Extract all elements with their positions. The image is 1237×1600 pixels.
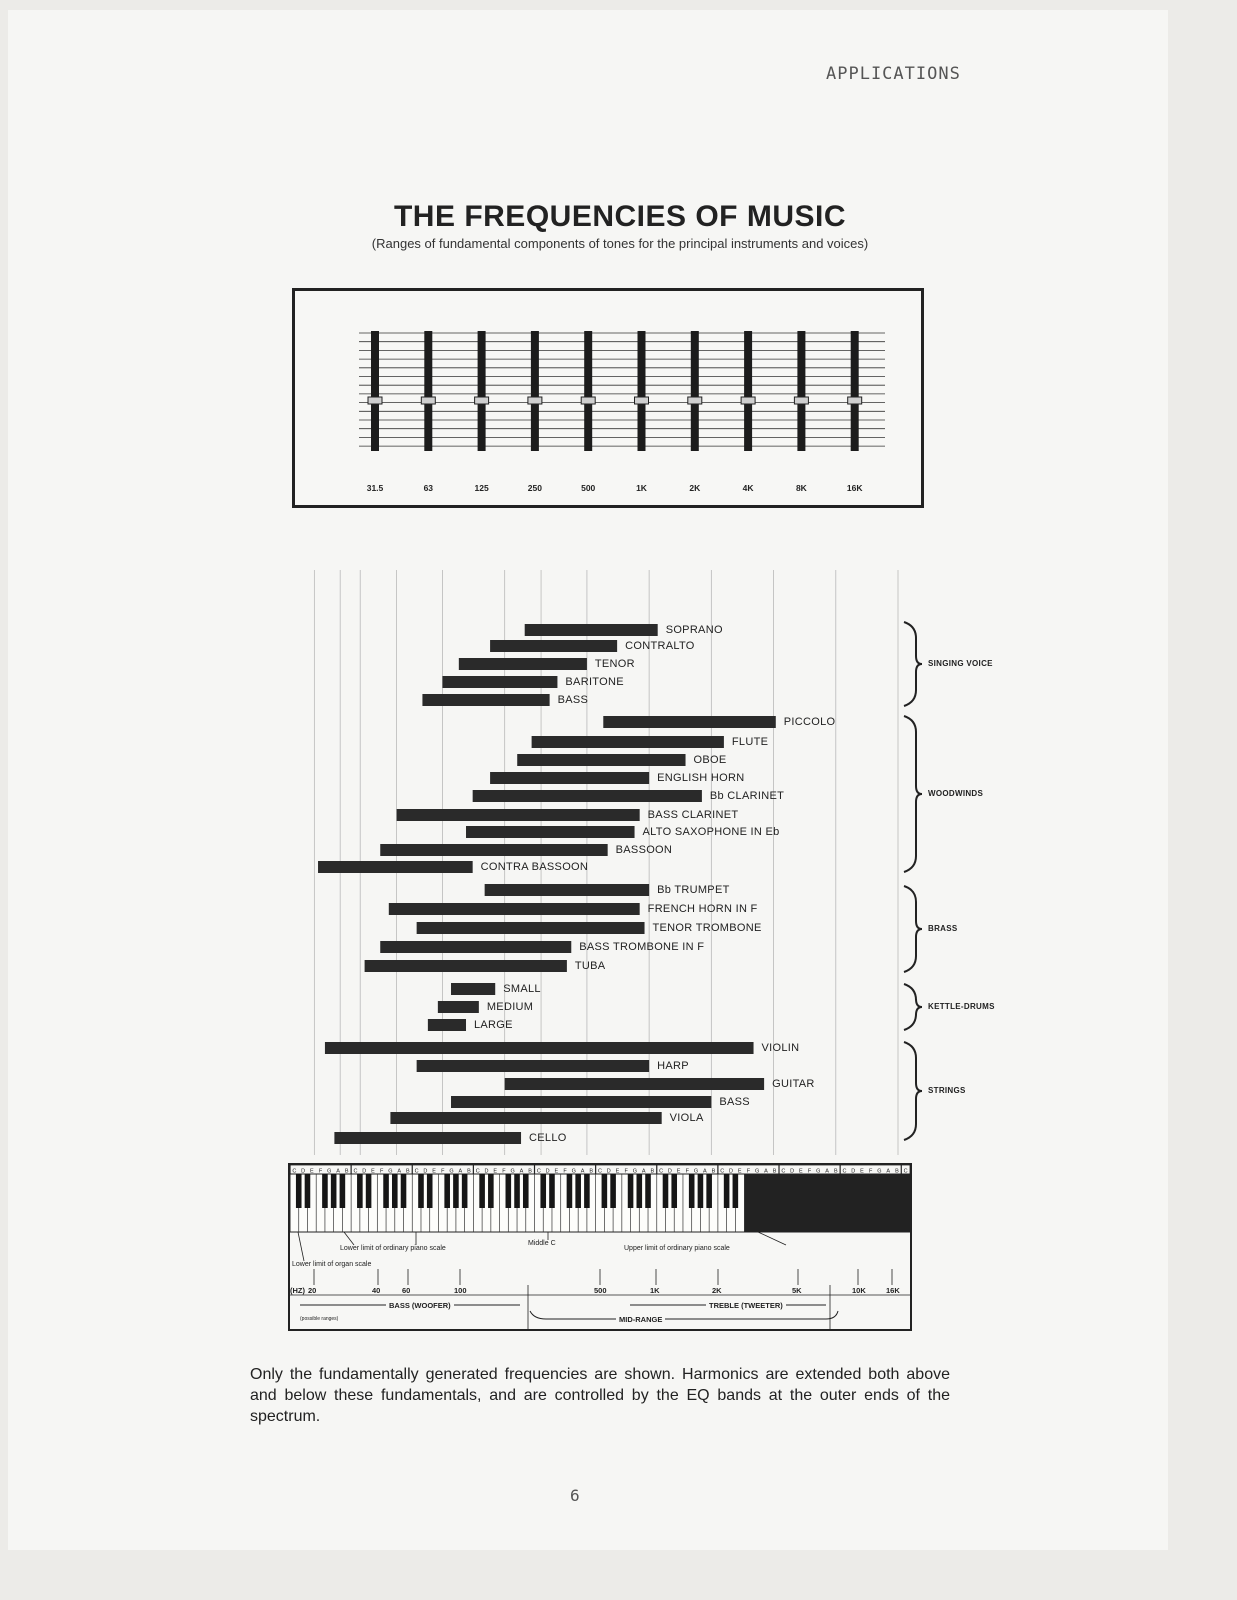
- note-letter: G: [877, 1168, 882, 1175]
- range-bar-label: ENGLISH HORN: [657, 772, 745, 784]
- range-bar: [525, 624, 658, 636]
- lower-organ-annotation: Lower limit of organ scale: [292, 1261, 372, 1268]
- note-letter: D: [667, 1168, 672, 1175]
- note-letter: A: [825, 1168, 829, 1175]
- note-letter: E: [676, 1168, 681, 1175]
- note-letter: F: [685, 1168, 690, 1175]
- page-number: 6: [570, 1486, 580, 1505]
- note-letter: F: [380, 1168, 384, 1175]
- black-key: [401, 1174, 407, 1208]
- black-key: [698, 1174, 704, 1208]
- black-key: [479, 1174, 485, 1208]
- range-bar: [422, 694, 549, 706]
- hz-tick-label: 1K: [650, 1286, 660, 1295]
- range-bar-label: BASS: [557, 694, 589, 706]
- note-letter: F: [746, 1168, 751, 1175]
- range-bar: [490, 640, 617, 652]
- note-letter: D: [851, 1168, 856, 1175]
- black-key: [663, 1174, 669, 1208]
- range-bar: [397, 809, 640, 821]
- hz-tick-label: 5K: [792, 1286, 802, 1295]
- note-letter: B: [528, 1168, 532, 1175]
- range-bar-label: LARGE: [474, 1019, 513, 1031]
- black-key: [584, 1174, 590, 1208]
- range-bar-label: Bb CLARINET: [709, 790, 785, 802]
- beyond-piano-range: [744, 1174, 910, 1232]
- figure-title: THE FREQUENCIES OF MUSIC: [393, 200, 847, 233]
- note-letter: E: [860, 1168, 864, 1175]
- black-key: [602, 1174, 608, 1208]
- black-key: [523, 1174, 529, 1208]
- black-key: [610, 1174, 616, 1208]
- note-letter: E: [554, 1168, 559, 1175]
- range-bar-label: CONTRALTO: [625, 640, 695, 652]
- mid-range-line: [530, 1311, 838, 1319]
- range-bar-label: TENOR TROMBONE: [652, 922, 762, 934]
- hz-tick-label: 40: [372, 1286, 381, 1295]
- group-bracket: [904, 1042, 922, 1140]
- note-letter: E: [309, 1168, 314, 1175]
- range-bar: [365, 960, 567, 972]
- note-letter: F: [441, 1168, 445, 1175]
- black-key: [305, 1174, 311, 1208]
- range-bar: [334, 1132, 521, 1144]
- mid-range-label: MID-RANGE: [616, 1315, 665, 1324]
- group-bracket: [904, 716, 922, 872]
- range-bar-label: BASS TROMBONE IN F: [579, 941, 705, 953]
- note-letter: C: [781, 1168, 786, 1175]
- range-bar-label: FLUTE: [731, 736, 769, 748]
- range-bar: [390, 1112, 661, 1124]
- note-letter: A: [458, 1168, 463, 1175]
- black-key: [322, 1174, 328, 1208]
- eq-band-label: 250: [527, 483, 542, 493]
- range-bar-label: TUBA: [574, 960, 606, 972]
- range-bar: [485, 884, 649, 896]
- note-letter: G: [571, 1168, 576, 1175]
- range-bar-label: VIOLIN: [761, 1042, 800, 1054]
- black-key: [331, 1174, 337, 1208]
- range-bar: [603, 716, 775, 728]
- range-bar-label: FRENCH HORN IN F: [647, 903, 758, 915]
- range-bar: [438, 1001, 479, 1013]
- note-letter: F: [318, 1168, 323, 1175]
- range-bar-label: ALTO SAXOPHONE IN Eb: [642, 826, 780, 838]
- range-bar-label: Bb TRUMPET: [657, 884, 730, 896]
- note-letter: G: [632, 1168, 638, 1175]
- note-letter: C: [720, 1168, 725, 1175]
- hz-tick-label: 100: [454, 1286, 467, 1295]
- range-bar: [459, 658, 587, 670]
- note-letter: E: [615, 1168, 620, 1175]
- note-letter: G: [510, 1168, 515, 1175]
- eq-band-label: 2K: [689, 483, 701, 493]
- range-bar: [428, 1019, 466, 1031]
- piano-keyboard-scale: [288, 1163, 912, 1331]
- note-letter: A: [336, 1168, 340, 1175]
- black-key: [296, 1174, 302, 1208]
- black-key: [427, 1174, 433, 1208]
- note-letter: C: [842, 1168, 847, 1175]
- group-label: SINGING VOICE: [928, 659, 993, 668]
- range-bar: [466, 826, 635, 838]
- black-key: [418, 1174, 424, 1208]
- range-bar-label: GUITAR: [772, 1078, 815, 1090]
- range-bar: [380, 844, 607, 856]
- note-letter: B: [467, 1168, 471, 1175]
- black-key: [549, 1174, 555, 1208]
- hz-tick-label: 2K: [712, 1286, 722, 1295]
- black-key: [540, 1174, 546, 1208]
- eq-band-label: 4K: [742, 483, 754, 493]
- note-letter: C: [475, 1168, 480, 1175]
- black-key: [357, 1174, 363, 1208]
- note-letter: C: [659, 1168, 664, 1175]
- note-letter: A: [702, 1168, 707, 1175]
- range-bar: [325, 1042, 754, 1054]
- note-letter: C: [536, 1168, 541, 1175]
- range-bar: [417, 922, 645, 934]
- black-key: [645, 1174, 651, 1208]
- black-key: [628, 1174, 634, 1208]
- black-key: [567, 1174, 573, 1208]
- group-label: KETTLE-DRUMS: [928, 1002, 995, 1011]
- note-letter: C: [353, 1168, 358, 1175]
- note-letter: D: [728, 1168, 733, 1175]
- black-key: [453, 1174, 459, 1208]
- note-letter: E: [432, 1168, 436, 1175]
- range-bar: [473, 790, 702, 802]
- note-letter: D: [484, 1168, 489, 1175]
- hz-tick-label: 60: [402, 1286, 411, 1295]
- note-letter: A: [886, 1168, 891, 1175]
- range-bar-label: BARITONE: [565, 676, 624, 688]
- annotation-pointer: [298, 1232, 304, 1261]
- note-letter: B: [406, 1168, 410, 1175]
- range-bar-label: PICCOLO: [783, 716, 836, 728]
- note-letter: B: [711, 1168, 716, 1175]
- eq-band-label: 500: [581, 483, 596, 493]
- note-letter: D: [423, 1168, 428, 1175]
- range-bar: [451, 1096, 711, 1108]
- eq-band-label: 125: [474, 483, 489, 493]
- section-header: APPLICATIONS: [826, 64, 961, 84]
- hz-tick-label: 10K: [852, 1286, 866, 1295]
- range-bar: [505, 1078, 764, 1090]
- eq-band-label: 1K: [636, 483, 647, 493]
- group-label: BRASS: [928, 924, 958, 933]
- note-letter: B: [589, 1168, 594, 1175]
- black-key: [637, 1174, 643, 1208]
- note-letter: G: [449, 1168, 454, 1175]
- note-letter: F: [869, 1168, 873, 1175]
- note-letter: A: [397, 1168, 401, 1175]
- black-key: [392, 1174, 398, 1208]
- note-letter: G: [816, 1168, 821, 1175]
- note-letter: G: [755, 1168, 760, 1175]
- black-key: [514, 1174, 520, 1208]
- group-bracket: [904, 886, 922, 972]
- range-bar: [442, 676, 557, 688]
- note-letter: E: [493, 1168, 498, 1175]
- eq-band-label: 63: [423, 483, 434, 493]
- range-bar-label: CONTRA BASSOON: [480, 861, 589, 873]
- note-letter: E: [371, 1168, 375, 1175]
- note-letter: D: [545, 1168, 550, 1175]
- eq-band-label: 8K: [795, 483, 807, 493]
- note-letter: F: [502, 1168, 506, 1175]
- range-bar-label: CELLO: [529, 1132, 567, 1144]
- note-letter: B: [344, 1168, 349, 1175]
- note-letter: B: [650, 1168, 655, 1175]
- range-bar: [532, 736, 724, 748]
- note-letter: E: [799, 1168, 803, 1175]
- note-letter: G: [327, 1168, 332, 1175]
- note-letter: C: [598, 1168, 602, 1175]
- treble-tweeter-label: TREBLE (TWEETER): [706, 1301, 786, 1310]
- range-bar-label: VIOLA: [669, 1112, 704, 1124]
- note-letter: G: [388, 1168, 393, 1175]
- footnote: Only the fundamentally generated frequencies are shown. Harmonics are extended both above and below these fundamentals, and are controlled by the EQ bands at the outer ends of the spectrum.: [250, 1366, 950, 1425]
- range-bar: [451, 983, 495, 995]
- range-bar-label: HARP: [657, 1060, 689, 1072]
- range-bar-label: TENOR: [594, 658, 635, 670]
- black-key: [340, 1174, 346, 1208]
- note-letter: D: [362, 1168, 367, 1175]
- range-bar: [318, 861, 473, 873]
- group-bracket: [904, 984, 922, 1030]
- black-key: [488, 1174, 494, 1208]
- note-letter: C: [903, 1168, 908, 1175]
- note-letter: A: [519, 1168, 524, 1175]
- black-key: [724, 1174, 730, 1208]
- eq-band-label: 16K: [846, 483, 863, 493]
- note-letter: B: [833, 1168, 838, 1175]
- black-key: [444, 1174, 450, 1208]
- black-key: [506, 1174, 512, 1208]
- range-bar-label: SOPRANO: [665, 624, 723, 636]
- black-key: [366, 1174, 372, 1208]
- hz-tick-label: 16K: [886, 1286, 900, 1295]
- note-letter: D: [606, 1168, 611, 1175]
- range-bar-label: SMALL: [503, 983, 541, 995]
- bass-woofer-label: BASS (WOOFER): [386, 1301, 454, 1310]
- possible-ranges-note: (possible ranges): [300, 1316, 339, 1322]
- note-letter: C: [292, 1168, 297, 1175]
- black-key: [706, 1174, 712, 1208]
- black-key: [383, 1174, 389, 1208]
- range-bar-label: BASS: [719, 1096, 750, 1108]
- range-bar: [517, 754, 685, 766]
- annotation-pointer: [758, 1232, 786, 1245]
- group-bracket: [904, 622, 922, 706]
- annotation-pointer: [344, 1232, 354, 1245]
- group-label: STRINGS: [928, 1086, 966, 1095]
- black-key: [575, 1174, 581, 1208]
- note-letter: A: [580, 1168, 585, 1175]
- note-letter: F: [807, 1168, 812, 1175]
- figure-subtitle: (Ranges of fundamental components of tones for the principal instruments and voices): [371, 236, 869, 251]
- note-letter: F: [563, 1168, 567, 1175]
- range-bar-label: OBOE: [693, 754, 727, 766]
- black-key: [462, 1174, 468, 1208]
- note-letter: A: [641, 1168, 646, 1175]
- range-bar: [380, 941, 571, 953]
- lower-piano-annotation: Lower limit of ordinary piano scale: [340, 1245, 446, 1252]
- black-key: [671, 1174, 677, 1208]
- range-bar: [490, 772, 649, 784]
- upper-piano-annotation: Upper limit of ordinary piano scale: [624, 1245, 730, 1252]
- hz-tick-label: 20: [308, 1286, 317, 1295]
- note-letter: E: [737, 1168, 742, 1175]
- note-letter: D: [790, 1168, 795, 1175]
- group-label: WOODWINDS: [928, 789, 984, 798]
- note-letter: A: [764, 1168, 768, 1175]
- range-bar: [389, 903, 640, 915]
- range-bar-label: BASS CLARINET: [647, 809, 739, 821]
- range-bar-label: MEDIUM: [486, 1001, 534, 1013]
- hz-tick-label: 500: [594, 1286, 607, 1295]
- note-letter: D: [301, 1168, 306, 1175]
- black-key: [689, 1174, 695, 1208]
- note-letter: F: [624, 1168, 628, 1175]
- note-letter: B: [895, 1168, 899, 1175]
- range-bar: [417, 1060, 649, 1072]
- middle-c-annotation: Middle C: [528, 1240, 556, 1247]
- hz-unit-label: (HZ): [290, 1286, 305, 1295]
- black-key: [733, 1174, 739, 1208]
- note-letter: B: [772, 1168, 777, 1175]
- range-bar-label: BASSOON: [615, 844, 673, 856]
- note-letter: C: [414, 1168, 419, 1175]
- eq-band-label: 31.5: [366, 483, 384, 493]
- note-letter: G: [693, 1168, 699, 1175]
